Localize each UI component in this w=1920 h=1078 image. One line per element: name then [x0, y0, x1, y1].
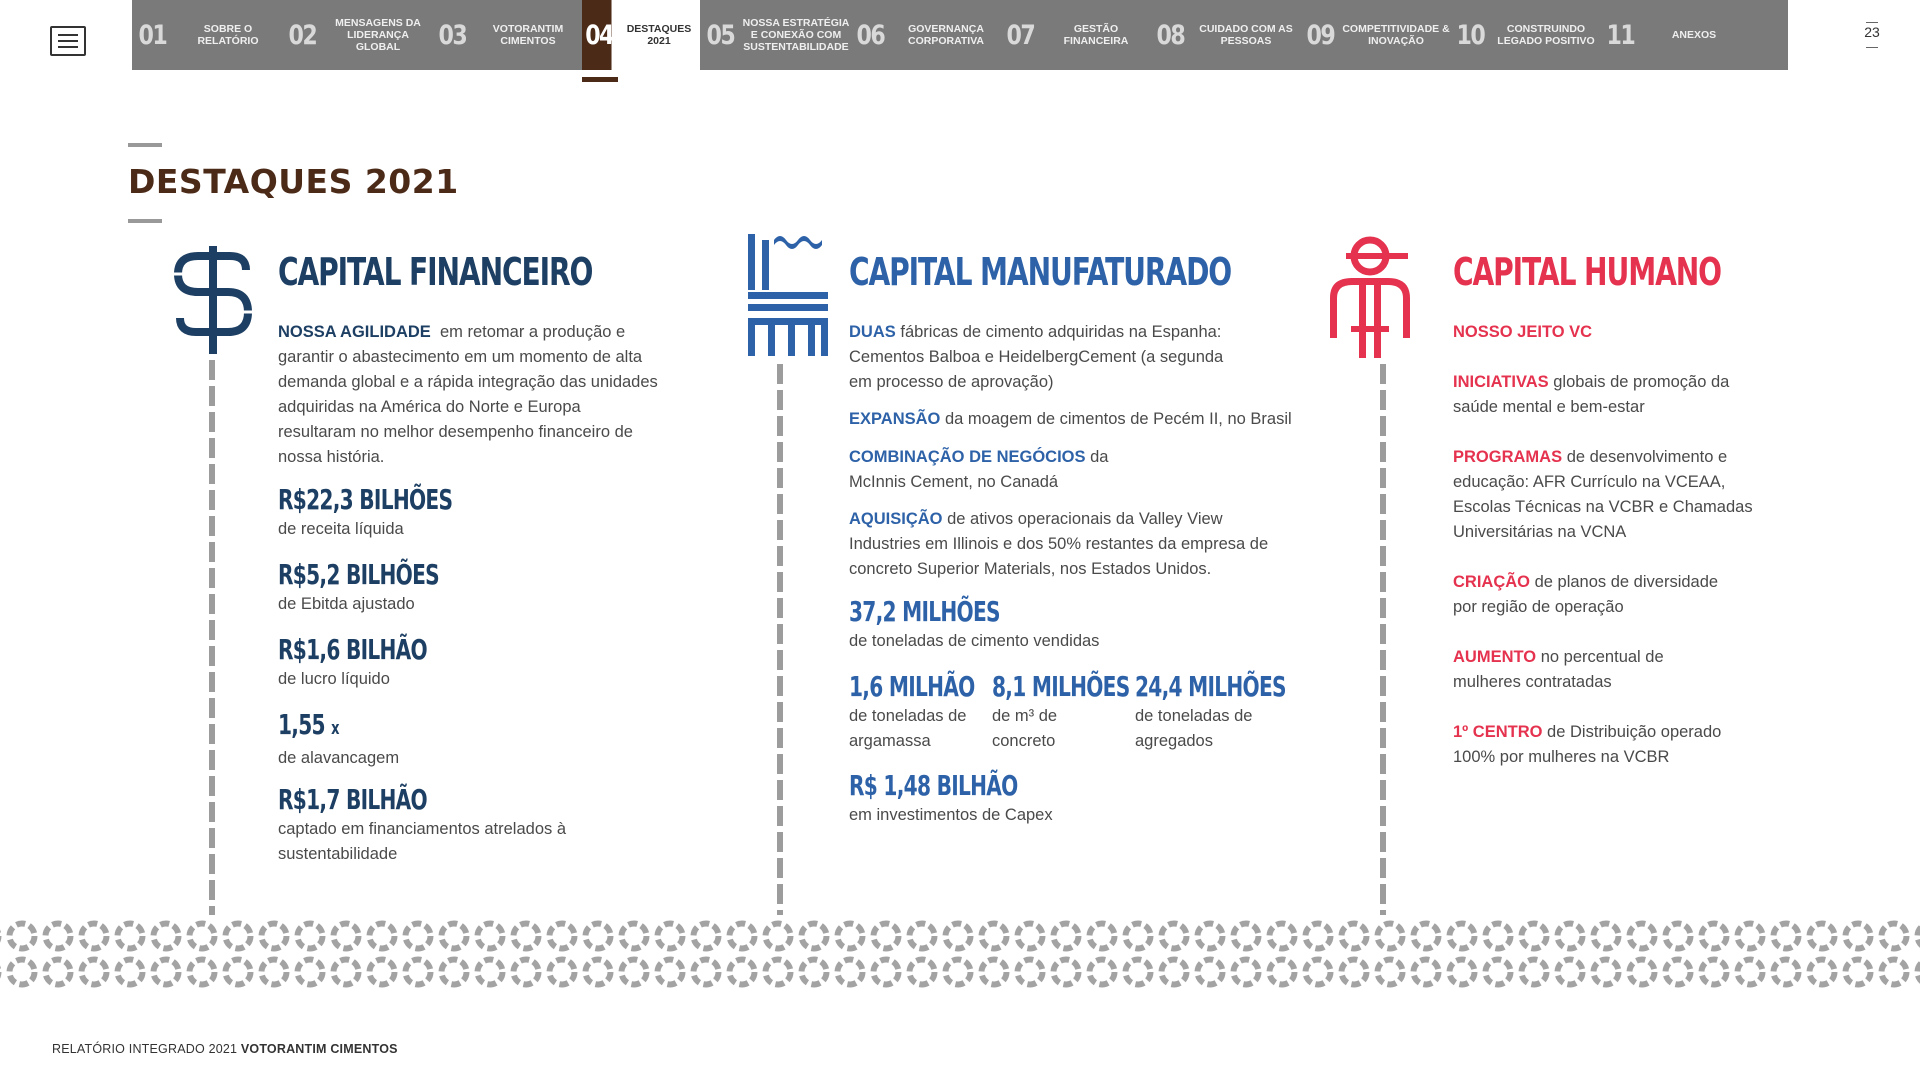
page-title: DESTAQUES 2021: [128, 162, 459, 201]
financeiro-intro-keyword: NOSSA AGILIDADE: [278, 323, 431, 341]
nav-label: ANEXOS: [1671, 29, 1717, 41]
stat-label: de lucro líquido: [278, 670, 390, 688]
stat-label: de toneladas de cimento vendidas: [849, 632, 1100, 650]
humano-item: [1453, 720, 1753, 770]
item-text: de desenvolvimento e educação: AFR Currículo na VCEAA, Escolas Técnicas na VCBR e Chamadas Universitárias na VCNA: [1453, 448, 1753, 541]
manufaturado-item: [849, 407, 1329, 432]
stat-number: 1,55: [278, 708, 325, 741]
stat-value: R$5,2 BILHÕES: [278, 558, 439, 591]
title-divider: [128, 219, 162, 223]
nav-num: 01: [138, 19, 167, 51]
stat-label: captado em financiamentos atrelados à sustentabilidade: [278, 820, 567, 863]
manufaturado-stat: [992, 670, 1130, 754]
humano-title: CAPITAL HUMANO: [1453, 250, 1721, 294]
humano-item: [1453, 570, 1743, 620]
footer-brand: VOTORANTIM CIMENTOS: [240, 1042, 398, 1056]
nav-label: NOSSA ESTRATÉGIA E CONEXÃO COM SUSTENTABILIDADE: [742, 17, 850, 53]
item-keyword: DUAS: [849, 323, 896, 341]
financeiro-intro: [278, 320, 663, 470]
nav-num: 05: [706, 19, 735, 51]
stat-value: 24,4 MILHÕES: [1135, 670, 1286, 703]
stat-value: 8,1 MILHÕES: [992, 670, 1130, 703]
item-text: de Distribuição operado 100% por mulheres na VCBR: [1453, 723, 1722, 766]
manufaturado-stat: [1135, 670, 1286, 754]
manufaturado-stat: [849, 769, 1083, 828]
nav-item-07[interactable]: [1000, 0, 1150, 70]
nav-num: 04: [582, 0, 612, 70]
financeiro-title: CAPITAL FINANCEIRO: [278, 250, 593, 294]
nav-num: 08: [1156, 19, 1185, 51]
stat-label: de Ebitda ajustado: [278, 595, 415, 613]
menu-icon[interactable]: [50, 26, 86, 56]
stat-suffix: x: [331, 718, 339, 739]
timeline-line: [1380, 364, 1386, 915]
item-keyword: CRIAÇÃO: [1453, 573, 1530, 591]
stat-label: de alavancagem: [278, 749, 400, 767]
nav-label: CONSTRUINDO LEGADO POSITIVO: [1497, 23, 1595, 47]
nav-item-06[interactable]: [850, 0, 1000, 70]
nav-item-09[interactable]: [1300, 0, 1450, 70]
nav-item-10[interactable]: [1450, 0, 1600, 70]
item-keyword: 1º CENTRO: [1453, 723, 1543, 741]
timeline-line: [209, 360, 215, 915]
timeline-line: [777, 364, 783, 915]
nav-item-03[interactable]: [432, 0, 582, 70]
title-divider: [128, 143, 162, 147]
stat-value: R$1,6 BILHÃO: [278, 633, 427, 666]
person-icon: [1324, 234, 1416, 360]
nav-item-11[interactable]: [1600, 0, 1746, 70]
financeiro-stat: [278, 708, 399, 771]
nav-label: MENSAGENS DA LIDERANÇA GLOBAL: [335, 17, 421, 53]
stat-label: de toneladas de agregados: [1135, 707, 1253, 750]
decorative-pattern: [0, 918, 1920, 994]
item-text: da McInnis Cement, no Canadá: [849, 448, 1109, 491]
nav-item-01[interactable]: [132, 0, 282, 70]
nav-item-04[interactable]: [582, 0, 700, 70]
nav-label: COMPETITIVIDADE & INOVAÇÃO: [1342, 23, 1450, 47]
nav-item-02[interactable]: [282, 0, 432, 70]
item-text: da moagem de cimentos de Pecém II, no Brasil: [944, 410, 1292, 428]
manufaturado-item: [849, 507, 1289, 582]
footer: [52, 1042, 398, 1056]
item-keyword: AQUISIÇÃO: [849, 510, 943, 528]
dollar-sign-icon: [170, 244, 256, 356]
nav-item-08[interactable]: [1150, 0, 1300, 70]
nav-num: 11: [1606, 19, 1635, 51]
financeiro-stat: [278, 558, 502, 617]
manufaturado-stat: [849, 670, 975, 754]
nav-num: 02: [288, 19, 317, 51]
stat-label: de toneladas de argamassa: [849, 707, 967, 750]
nav-num: 06: [856, 19, 885, 51]
financeiro-intro-text: em retomar a produção e garantir o abastecimento em um momento de alta demanda global e a rápida integração das unidades adquiridas na América do Norte e Europa resultaram no melhor desempenho financeiro de nossa história.: [278, 323, 658, 466]
stat-label: de m³ de concreto: [992, 707, 1058, 750]
manufaturado-stat: [849, 595, 1099, 654]
item-text: de ativos operacionais da Valley View Industries em Illinois e dos 50% restantes da empresa de concreto Superior Materials, nos Estados Unidos.: [849, 510, 1269, 578]
manufaturado-item: [849, 445, 1159, 495]
humano-item: [1453, 370, 1743, 420]
nav-num: 07: [1006, 19, 1035, 51]
nav-item-05[interactable]: [700, 0, 850, 70]
item-keyword: PROGRAMAS: [1453, 448, 1563, 466]
stat-label: em investimentos de Capex: [849, 806, 1053, 824]
stat-label: de receita líquida: [278, 520, 404, 538]
nav-label: VOTORANTIM CIMENTOS: [492, 23, 564, 47]
humano-item: [1453, 645, 1713, 695]
stat-value: R$1,7 BILHÃO: [278, 783, 427, 816]
factory-icon: [744, 230, 832, 360]
stat-value: R$22,3 BILHÕES: [278, 483, 453, 516]
item-keyword: AUMENTO: [1453, 648, 1537, 666]
stat-value: 37,2 MILHÕES: [849, 595, 1000, 628]
nav-label: GESTÃO FINANCEIRA: [1063, 23, 1129, 47]
nav-num: 03: [438, 19, 467, 51]
item-keyword: COMBINAÇÃO DE NEGÓCIOS: [849, 448, 1086, 466]
nav-num: 09: [1306, 19, 1335, 51]
financeiro-stat: [278, 783, 588, 867]
item-keyword: EXPANSÃO: [849, 410, 941, 428]
stat-value: 1,6 MILHÃO: [849, 670, 975, 703]
nav-num: 10: [1456, 19, 1485, 51]
financeiro-stat: [278, 483, 520, 542]
item-text: globais de promoção da saúde mental e bem-estar: [1453, 373, 1730, 416]
stat-value: R$ 1,48 BILHÃO: [849, 769, 1018, 802]
footer-report: RELATÓRIO INTEGRADO 2021: [52, 1042, 238, 1056]
item-keyword: INICIATIVAS: [1453, 373, 1549, 391]
nav-label: DESTAQUES 2021: [626, 23, 692, 47]
humano-item: [1453, 445, 1753, 545]
item-text: no percentual de mulheres contratadas: [1453, 648, 1664, 691]
nav-label: CUIDADO COM AS PESSOAS: [1199, 23, 1293, 47]
item-text: de planos de diversidade por região de operação: [1453, 573, 1719, 616]
manufaturado-title: CAPITAL MANUFATURADO: [849, 250, 1232, 294]
manufaturado-item: [849, 320, 1229, 395]
item-text: fábricas de cimento adquiridas na Espanha: Cementos Balboa e HeidelbergCement (a segunda em processo de aprovação): [849, 323, 1224, 391]
nav-label: SOBRE O RELATÓRIO: [197, 23, 259, 47]
page-number: 23: [1862, 24, 1882, 40]
stat-value: [278, 708, 365, 746]
financeiro-stat: [278, 633, 485, 692]
chapter-nav: [132, 0, 1788, 70]
nav-label: GOVERNANÇA CORPORATIVA: [907, 23, 985, 47]
humano-headline: NOSSO JEITO VC: [1453, 323, 1593, 341]
